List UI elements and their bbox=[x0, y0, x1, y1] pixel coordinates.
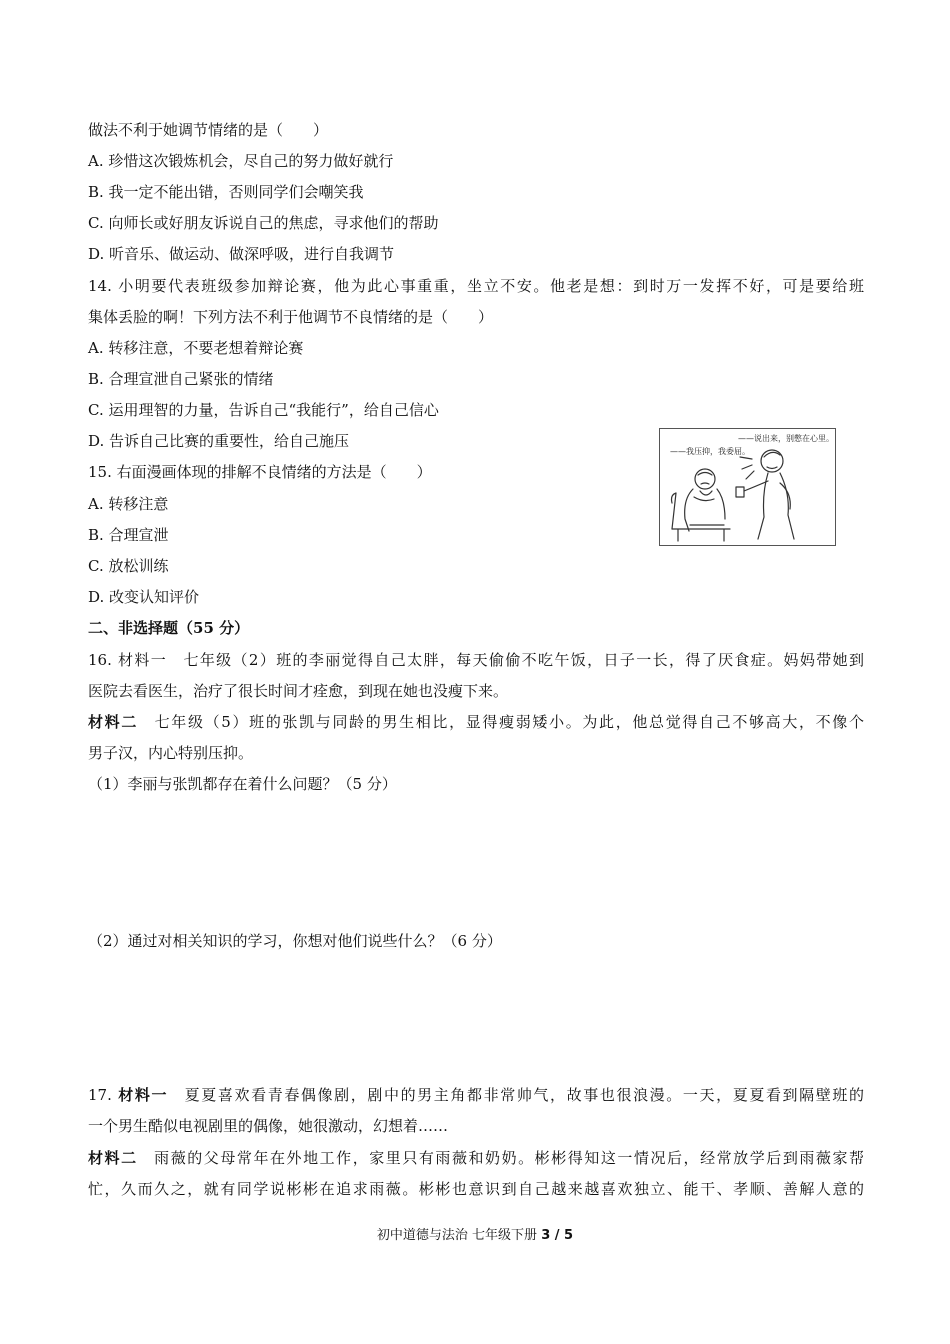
q13-option-b: B. 我一定不能出错，否则同学们会嘲笑我 bbox=[88, 183, 364, 201]
q16-subquestion-2: （2）通过对相关知识的学习，你想对他们说些什么？（6 分） bbox=[88, 932, 502, 950]
cartoon-caption-speaker: ——说出来，别憋在心里。 bbox=[738, 434, 834, 443]
footer-title: 初中道德与法治 七年级下册 bbox=[376, 1228, 542, 1243]
cartoon-caption-listener: ——我压抑，我委屈。 bbox=[670, 447, 750, 456]
q16-material2-line2: 男子汉，内心特别压抑。 bbox=[88, 744, 254, 762]
cartoon-drawing bbox=[660, 429, 835, 545]
q15-stem: 15. 右面漫画体现的排解不良情绪的方法是（ ） bbox=[88, 463, 432, 481]
q17-material2-text: 雨薇的父母常年在外地工作，家里只有雨薇和奶奶。彬彬得知这一情况后，经常放学后到雨薇家帮 bbox=[137, 1149, 864, 1167]
q14-option-b: B. 合理宣泄自己紧张的情绪 bbox=[88, 370, 274, 388]
q17-material1-line1 bbox=[88, 1085, 864, 1105]
page-footer bbox=[0, 1227, 950, 1245]
q14-stem-line1: 14. 小明要代表班级参加辩论赛，他为此心事重重，坐立不安。他老是想：到时万一发挥不好，可是要给班 bbox=[88, 277, 864, 295]
q14-option-a: A. 转移注意，不要老想着辩论赛 bbox=[88, 339, 304, 357]
q16-material1-line2: 医院去看医生，治疗了很长时间才痊愈，到现在她也没瘦下来。 bbox=[88, 682, 509, 700]
section-two-heading: 二、非选择题（55 分） bbox=[88, 619, 250, 637]
q13-option-a: A. 珍惜这次锻炼机会，尽自己的努力做好就行 bbox=[88, 152, 394, 170]
q17-number: 17. bbox=[88, 1086, 119, 1104]
q16-material2-label: 材料二 bbox=[88, 713, 138, 731]
q13-option-c: C. 向师长或好朋友诉说自己的焦虑，寻求他们的帮助 bbox=[88, 214, 439, 232]
q16-material2-text: 七年级（5）班的张凯与同龄的男生相比，显得瘦弱矮小。为此，他总觉得自己不够高大，不像个 bbox=[137, 713, 864, 731]
q17-material2-label: 材料二 bbox=[88, 1149, 138, 1167]
q16-subquestion-1: （1）李丽与张凯都存在着什么问题？（5 分） bbox=[88, 775, 397, 793]
q17-material2-line1 bbox=[88, 1148, 864, 1168]
q13-stem-tail: 做法不利于她调节情绪的是（ ） bbox=[88, 121, 329, 139]
q17-material1-label: 材料一 bbox=[118, 1086, 169, 1104]
q15-option-b: B. 合理宣泄 bbox=[88, 526, 169, 544]
q16-material1-line1: 16. 材料一 七年级（2）班的李丽觉得自己太胖，每天偷偷不吃午饭，日子一长，得了厌食症。妈妈带她到 bbox=[88, 651, 864, 669]
q14-option-c: C. 运用理智的力量，告诉自己“我能行”，给自己信心 bbox=[88, 401, 439, 419]
q17-material1-line2: 一个男生酷似电视剧里的偶像，她很激动，幻想着…… bbox=[88, 1117, 449, 1135]
q17-material2-line2: 忙，久而久之，就有同学说彬彬在追求雨薇。彬彬也意识到自己越来越喜欢独立、能干、孝顺、善解人意的 bbox=[88, 1180, 864, 1198]
q16-material2-line1 bbox=[88, 712, 864, 732]
q13-option-d: D. 听音乐、做运动、做深呼吸，进行自我调节 bbox=[88, 245, 395, 263]
q14-stem-line2: 集体丢脸的啊！下列方法不利于他调节不良情绪的是（ ） bbox=[88, 308, 494, 326]
page-number: 3 / 5 bbox=[541, 1228, 574, 1243]
q15-option-a: A. 转移注意 bbox=[88, 495, 169, 513]
q15-option-d: D. 改变认知评价 bbox=[88, 588, 200, 606]
q17-material1-text: 夏夏喜欢看青春偶像剧，剧中的男主角都非常帅气，故事也很浪漫。一天，夏夏看到隔壁班的 bbox=[168, 1086, 864, 1104]
cartoon-illustration bbox=[659, 428, 836, 546]
q14-option-d: D. 告诉自己比赛的重要性，给自己施压 bbox=[88, 432, 350, 450]
q15-option-c: C. 放松训练 bbox=[88, 557, 169, 575]
